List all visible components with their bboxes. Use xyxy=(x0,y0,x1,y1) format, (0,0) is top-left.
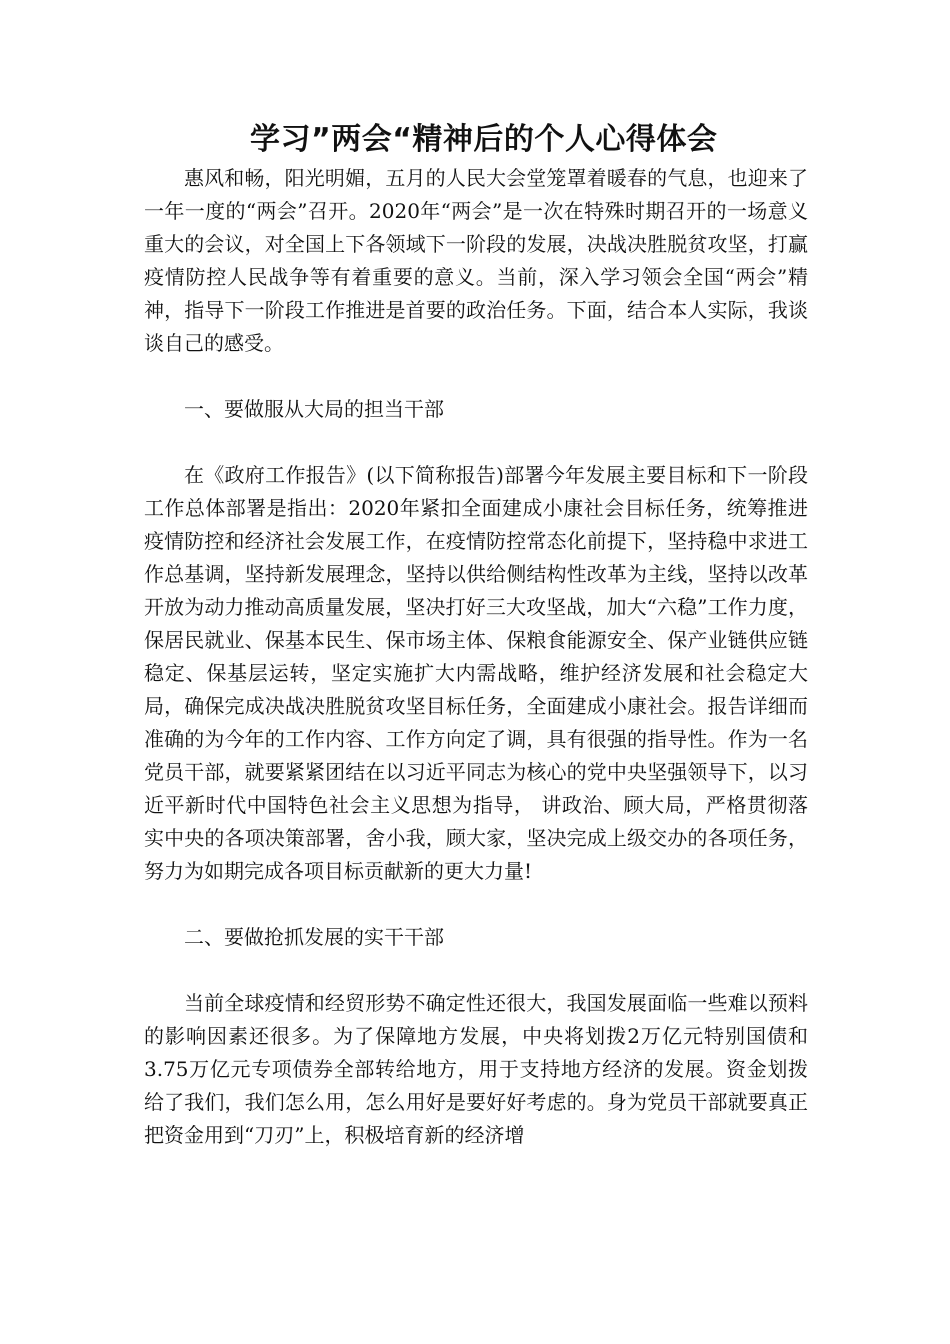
document-title: 学习”两会“精神后的个人心得体会 xyxy=(250,122,718,157)
paragraph-gap xyxy=(144,954,808,987)
document-page xyxy=(144,118,808,1152)
section2-paragraph: 当前全球疫情和经贸形势不确定性还很大，我国发展面临一些难以预料的影响因素还很多。为了保障地方发展，中央将划拨2万亿元特别国债和3.75万亿元专项债券全部转给地方，用于支持地方经济的发展。资金划拨给了我们，我们怎么用，怎么用好是要好好考虑的。身为党员干部就要真正把资金用到“刀刃”上，积极培育新的经济增 xyxy=(144,991,808,1147)
paragraph-gap xyxy=(144,888,808,921)
section1-heading: 一、要做服从大局的担当干部 xyxy=(184,397,444,421)
intro-paragraph: 惠风和畅，阳光明媚，五月的人民大会堂笼罩着暖春的气息，也迎来了一年一度的“两会”召开。2020年“两会”是一次在特殊时期召开的一场意义重大的会议，对全国上下各领域下一阶段的发展，决战决胜脱贫攻坚，打赢疫情防控人民战争等有着重要的意义。当前，深入学习领会全国“两会”精神，指导下一阶段工作推进是首要的政治任务。下面，结合本人实际，我谈谈自己的感受。 xyxy=(144,166,808,355)
section1-paragraph: 在《政府工作报告》(以下简称报告)部署今年发展主要目标和下一阶段工作总体部署是指出：2020年紧扣全面建成小康社会目标任务，统筹推进疫情防控和经济社会发展工作，在疫情防控常态化前提下，坚持稳中求进工作总基调，坚持新发展理念，坚持以供给侧结构性改革为主线，坚持以改革开放为动力推动高质量发展，坚决打好三大攻坚战，加大“六稳”工作力度，保居民就业、保基本民生、保市场主体、保粮食能源安全、保产业链供应链稳定、保基层运转，坚定实施扩大内需战略，维护经济发展和社会稳定大局，确保完成决战决胜脱贫攻坚目标任务，全面建成小康社会。报告详细而准确的为今年的工作内容、工作方向定了调，具有很强的指导性。作为一名党员干部，就要紧紧团结在以习近平同志为核心的党中央坚强领导下，以习近平新时代中国特色社会主义思想为指导， 讲政治、顾大局，严格贯彻落实中央的各项决策部署，舍小我，顾大家，坚决完成上级交办的各项任务，努力为如期完成各项目标贡献新的更大力量! xyxy=(144,463,808,883)
paragraph-gap xyxy=(144,360,808,393)
section2-heading: 二、要做抢抓发展的实干干部 xyxy=(184,925,444,949)
paragraph-gap xyxy=(144,426,808,459)
